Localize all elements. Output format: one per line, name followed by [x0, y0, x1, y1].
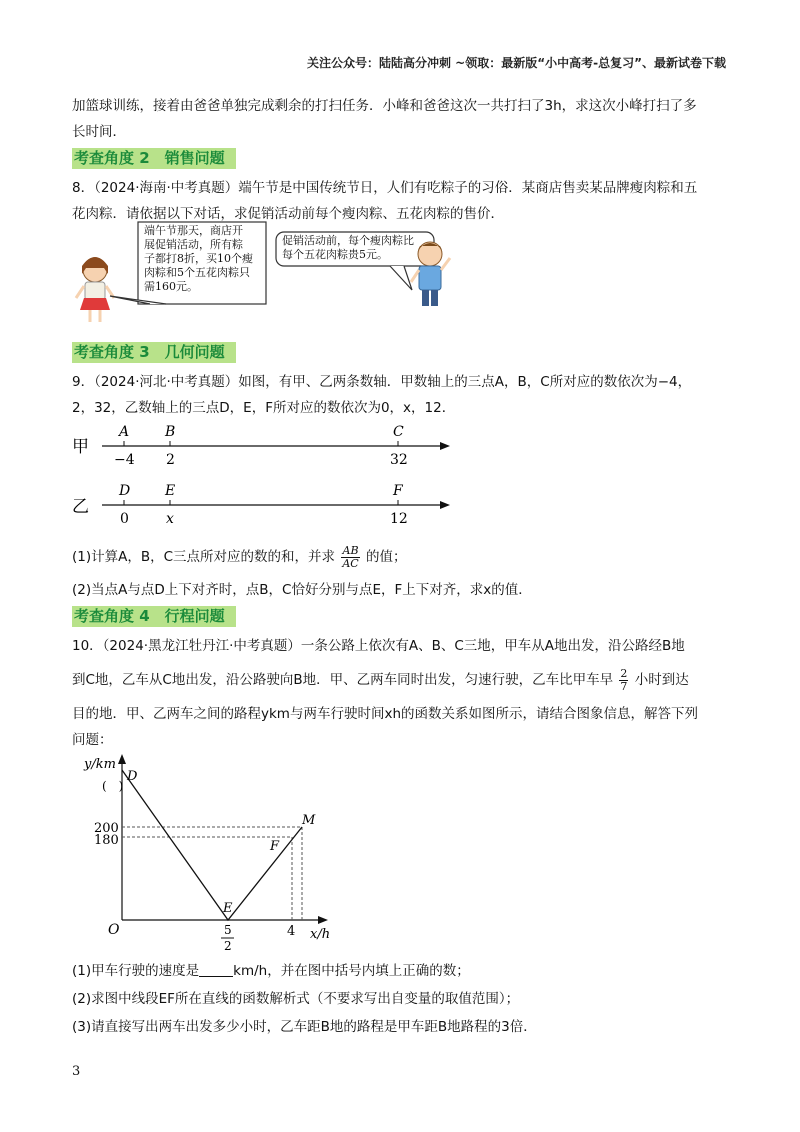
fraction-2-over-7	[619, 668, 628, 693]
q10-line-2	[72, 667, 689, 693]
q9-part-1	[72, 544, 407, 570]
q9-part-1-end: 的值；	[366, 549, 407, 565]
origin-label: O	[108, 922, 120, 938]
tick-200: 200	[94, 821, 119, 836]
value-12: 12	[390, 511, 408, 527]
fraction-ab-over-ac	[341, 545, 359, 570]
point-D: D	[127, 769, 138, 784]
girl-figure	[76, 257, 114, 322]
q9-part-2: (2)当点A与点D上下对齐时，点B，C恰好分别与点E，F上下对齐，求x的值．	[72, 582, 532, 598]
point-E: E	[223, 901, 233, 916]
value-0: 0	[120, 511, 129, 527]
blank-paren: ( )	[102, 779, 124, 793]
section-geometry: 考查角度 3 几何问题	[72, 342, 236, 363]
point-F-label: F	[393, 483, 403, 499]
value-2: 2	[166, 452, 175, 468]
answer-blank[interactable]	[199, 962, 233, 977]
q9-part-1-text: (1)计算A，B，C三点所对应的数的和，并求	[72, 549, 336, 565]
point-M: M	[302, 813, 316, 828]
q8-line-2: 花肉粽．请依据以下对话，求促销活动前每个瘦肉粽、五花肉粽的售价．	[72, 206, 504, 222]
q9-line-2: 2，32，乙数轴上的三点D，E，F所对应的数依次为0，x，12．	[72, 400, 456, 416]
axis-jia-label: 甲	[72, 437, 89, 457]
page-number: 3	[72, 1064, 81, 1079]
bubble-2-text	[282, 234, 414, 262]
q10-line-3: 目的地．甲、乙两车之间的路程ykm与两车行驶时间xh的函数关系如图所示，请结合图象信息，解答下列	[72, 706, 699, 722]
fraction-denominator: 7	[620, 679, 628, 693]
q9-line-1: 9．（2024·河北·中考真题）如图，有甲、乙两条数轴．甲数轴上的三点A，B，C所对应的数依次为−4，	[72, 374, 692, 390]
section-travel: 考查角度 4 行程问题	[72, 606, 236, 627]
point-A-label: A	[119, 424, 130, 440]
axis-yi-label: 乙	[72, 497, 89, 517]
point-B-label: B	[165, 424, 176, 440]
section-sales: 考查角度 2 销售问题	[72, 148, 236, 169]
value-minus-4: −4	[114, 452, 135, 468]
fraction-numerator: 2	[620, 666, 628, 680]
number-lines-figure	[70, 420, 460, 530]
tick-4: 4	[287, 924, 296, 939]
tick-5-over-2-den: 2	[224, 939, 232, 953]
point-C-label: C	[393, 424, 404, 440]
bubble-2-line: 每个五花肉粽贵5元。	[282, 248, 388, 261]
intro-line-1: 加篮球训练，接着由爸爸单独完成剩余的打扫任务．小峰和爸爸这次一共打扫了3h，求这次小峰打扫了多	[72, 98, 697, 114]
tick-180: 180	[94, 833, 119, 848]
q8-line-1: 8．（2024·海南·中考真题）端午节是中国传统节日，人们有吃粽子的习俗．某商店售卖某品牌瘦肉粽和五	[72, 180, 698, 196]
q10-line-2-end: 小时到达	[634, 672, 689, 688]
x-axis-label: x/h	[310, 927, 331, 942]
y-axis-label: y/km	[84, 757, 116, 772]
bubble-1-line: 需160元。	[144, 280, 198, 293]
q10-part-1-text: (1)甲车行驶的速度是	[72, 963, 200, 979]
q10-part-3: (3)请直接写出两车出发多少小时，乙车距B地的路程是甲车距B地路程的3倍．	[72, 1019, 537, 1035]
point-E-label: E	[165, 483, 176, 499]
point-F: F	[270, 839, 280, 854]
bubble-1-line: 肉粽和5个五花肉粽只	[144, 266, 250, 279]
value-32: 32	[390, 452, 408, 468]
q10-part-1-end: km/h，并在图中括号内填上正确的数；	[233, 963, 470, 979]
tick-5-over-2-num: 5	[224, 923, 232, 937]
bubble-2-line: 促销活动前，每个瘦肉粽比	[282, 234, 414, 247]
q10-line-1: 10．（2024·黑龙江牡丹江·中考真题）一条公路上依次有A、B、C三地，甲车从A地出发，沿公路经B地	[72, 638, 685, 654]
fraction-numerator: AB	[342, 543, 359, 557]
bubble-1-line: 子都打8折，买10个瘦	[144, 252, 253, 265]
q10-part-1	[72, 958, 470, 984]
q10-line-4: 问题：	[72, 732, 113, 748]
bubble-1-line: 展促销活动，所有粽	[144, 238, 243, 251]
distance-time-graph	[80, 752, 350, 962]
page-header: 关注公众号：陆陆高分冲刺 ~领取：最新版“小中高考-总复习”、最新试卷下载	[307, 56, 726, 70]
value-x: x	[166, 511, 174, 527]
q10-part-2: (2)求图中线段EF所在直线的函数解析式（不要求写出自变量的取值范围）；	[72, 991, 520, 1007]
bubble-1-text	[144, 224, 253, 294]
intro-line-2: 长时间．	[72, 124, 126, 140]
q10-line-2-text: 到C地，乙车从C地出发，沿公路驶向B地．甲、乙两车同时出发，匀速行驶，乙车比甲车早	[72, 672, 614, 688]
bubble-1-line: 端午节那天，商店开	[144, 224, 243, 237]
point-D-label: D	[119, 483, 131, 499]
fraction-denominator: AC	[342, 556, 359, 570]
